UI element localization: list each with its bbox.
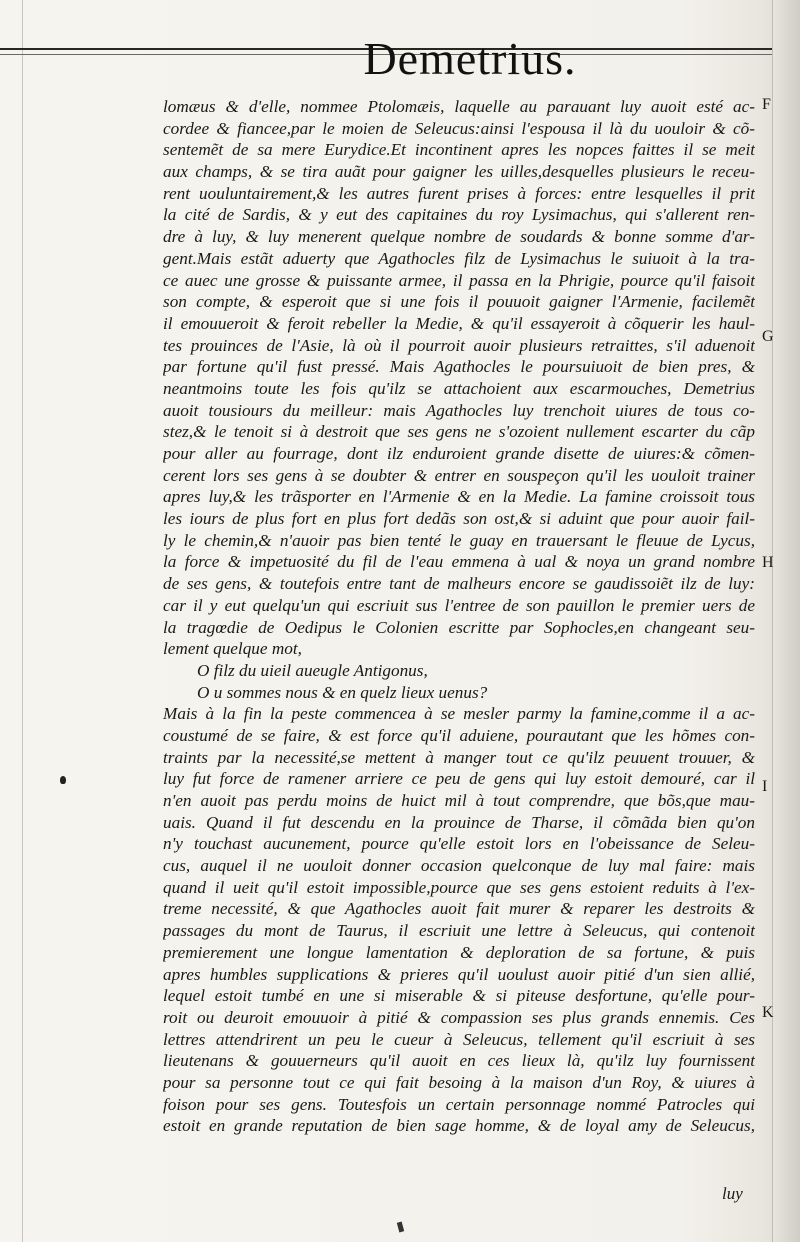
text-line: par fortune qu'il fust pressé. Mais Agathocles le poursuiuoit de bien pres, &: [163, 357, 755, 377]
text-line: uais. Quand il fut descendu en la prouince de Tharse, il cõmãda bien qu'on: [163, 812, 755, 832]
margin-letter-f: F: [762, 96, 771, 113]
left-page-edge: [22, 0, 23, 1242]
ink-mark-bottom: [397, 1222, 404, 1233]
text-line: lequel estoit tumbé en une si miserable & si piteuse desfortune, qu'elle pour-: [163, 986, 755, 1006]
text-line: de ses gens, & toutefois entre tant de malheurs encore se gaudissoiẽt ilz de luy:: [163, 574, 755, 594]
margin-letter-h: H: [762, 554, 774, 571]
text-line: pour sa personne tout ce qui fait besoing à la maison d'un Roy, & uiures à: [163, 1072, 755, 1092]
text-line: la force & impetuosité du fil de l'eau emmena à ual & noya un grand nombre: [163, 552, 755, 572]
text-line: coustumé de se faire, & est force qu'il aduiene, pourautant que les hõmes con-: [163, 725, 755, 745]
text-line: stez,& le tenoit si à destroit que ses gens ne s'ozoient nullement escarter du cãp: [163, 422, 755, 442]
text-line: n'y touchast aucunement, pource qu'elle estoit lors en l'obeissance de Seleu-: [163, 834, 755, 854]
margin-letter-k: K: [762, 1004, 774, 1021]
text-line: cerent lors ses gens à se doubter & entrer en souspeçon qu'il les uouloit trainer: [163, 465, 755, 485]
text-line: estoit en grande reputation de bien sage homme, & de loyal amy de Seleucus,: [163, 1116, 755, 1136]
text-line: la tragœdie de Oedipus le Colonien escritte par Sophocles,en changeant seu-: [163, 617, 755, 637]
text-line: lettres attendrirent un peu le cueur à Seleucus, tellement qu'il escriuit à ses: [163, 1029, 755, 1049]
text-line: Mais à la fin la peste commencea à se mesler parmy la famine,comme il a ac-: [163, 704, 755, 724]
text-line: quand il ueit qu'il estoit impossible,pource que ses gens estoient reduits à l'ex-: [163, 877, 755, 897]
text-line: la cité de Sardis, & y eut des capitaines du roy Lysimachus, qui s'allerent ren-: [163, 205, 755, 225]
text-line: cordee & fiancee,par le moien de Seleucus:ainsi l'espousa il là du uouloir & cõ-: [163, 118, 755, 138]
text-line: apres luy,& les trãsporter en l'Armenie & en la Medie. La famine croissoit tous: [163, 487, 755, 507]
verse-line: O filz du uieil aueugle Antigonus,: [197, 660, 428, 680]
text-line: son compte, & esperoit que si une fois il pouuoit gaigner l'Armenie, facilemẽt: [163, 292, 755, 312]
text-line: foison pour ses gens. Toutesfois un certain personnage nommé Patrocles qui: [163, 1094, 755, 1114]
text-line: aux champs, & se tira auãt pour gaigner les uilles,desquelles plusieurs le receu-: [163, 162, 755, 182]
text-line: sentemẽt de sa mere Eurydice.Et incontinent apres les nopces faittes il se meit: [163, 140, 755, 160]
body-text-block: [163, 96, 755, 1137]
text-line: lieutenans & gouuerneurs qu'il auoit en ces lieux là, qu'ilz luy fournissent: [163, 1051, 755, 1071]
text-line: passages du mont de Taurus, il escriuit une lettre à Seleucus, qui contenoit: [163, 921, 755, 941]
margin-letter-i: I: [762, 778, 768, 795]
verse-line: O u sommes nous & en quelz lieux uenus?: [197, 682, 488, 702]
text-line: pour aller au fourrage, dont ilz enduroient grande disette de uiures:& cõmen-: [163, 444, 755, 463]
text-line: treme necessité, & que Agathocles auoit fait murer & reparer les destroits &: [163, 899, 755, 919]
margin-letter-g: G: [762, 328, 774, 345]
text-line: dre à luy, & luy menerent quelque nombre de soudards & bonne somme d'ar-: [163, 227, 755, 247]
text-line: lement quelque mot,: [163, 639, 302, 659]
text-line: apres humbles supplications & prieres qu'il uoulust auoir pitié d'un sien allié,: [163, 964, 755, 984]
catchword: luy: [722, 1184, 743, 1203]
text-line: premierement une longue lamentation & deploration de sa fortune, & puis: [163, 942, 755, 962]
text-line: gent.Mais estãt aduerty que Agathocles filz de Lysimachus le suiuoit à la tra-: [163, 248, 755, 268]
text-line: rent uouluntairement,& les autres furent prises à forces: entre lesquelles il prit: [163, 183, 755, 203]
text-line: luy fut force de ramener arriere ce peu de gens qui luy estoit demouré, car il: [163, 769, 755, 789]
text-line: il emouueroit & feroit rebeller la Medie, & qu'il essayeroit à cõquerir les haul-: [163, 313, 755, 333]
text-line: auoit tousiours du meilleur: mais Agathocles luy trenchoit uiures de tous co-: [163, 400, 755, 420]
text-line: tes prouinces de l'Asie, là où il pourroit auoir plusieurs retraittes, s'il aduenoit: [163, 335, 755, 355]
text-line: traints par la necessité,se mettent à manger tout ce qu'ilz peuuent trouuer, &: [163, 747, 755, 767]
text-line: les iours de plus fort en plus fort dedãs son ost,& si aduint que pour auoir fail-: [163, 509, 755, 529]
text-line: lomæus & d'elle, nommee Ptolomæis, laquelle au parauant luy auoit esté ac-: [163, 97, 755, 116]
running-head-text: Demetrius.: [363, 33, 577, 84]
ink-blot-mark: [60, 776, 66, 784]
right-page-edge: [772, 0, 800, 1242]
text-line: cus, auquel il ne uouloit donner occasion quelconque de luy mal faire: mais: [163, 856, 755, 876]
text-line: car il y eut quelqu'un qui escriuit sus l'entree de son pauillon le premier uers de: [163, 595, 755, 615]
text-line: n'en auoit pas perdu moins de huict mil à tout comprendre, que bõs,que mau-: [163, 791, 755, 810]
running-head: [0, 33, 800, 84]
text-line: roit ou deuroit emouuoir à pitié & compassion ses plus grands ennemis. Ces: [163, 1007, 755, 1027]
text-line: ly le chemin,& n'auoir pas bien tenté le guay en trauersant le fleuue de Lycus,: [163, 530, 755, 550]
text-line: ce auec une grosse & puissante armee, il passa en la Phrigie, pource qu'il faisoit: [163, 270, 755, 290]
text-line: neantmoins toute les fois qu'ilz se attachoient aux escarmouches, Demetrius: [163, 378, 755, 398]
